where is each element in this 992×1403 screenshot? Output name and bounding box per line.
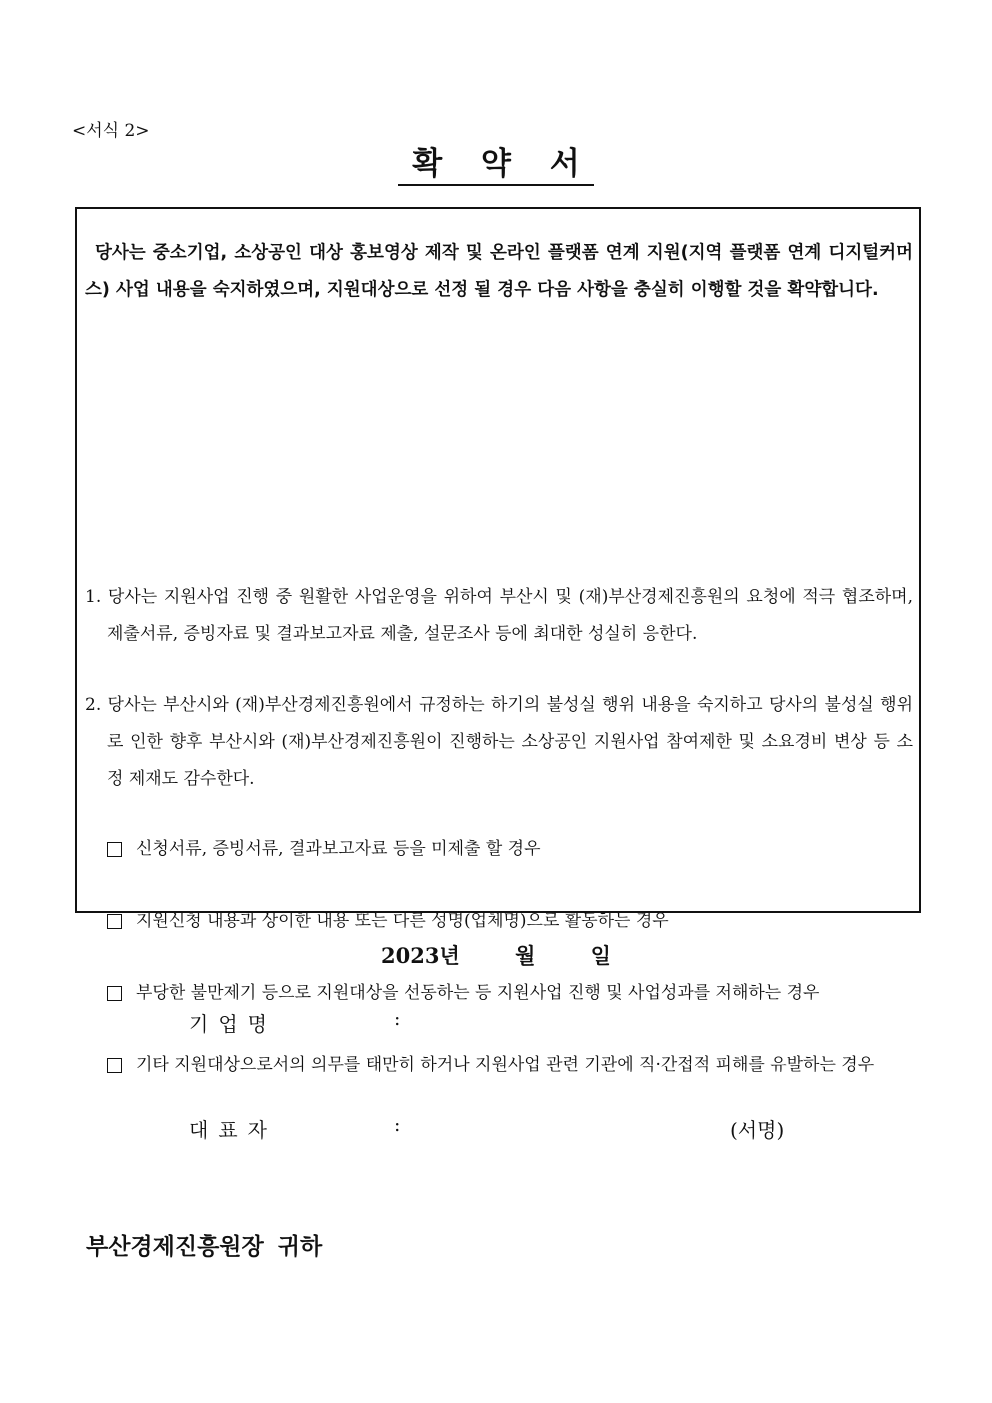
check-item-4 [105,1047,915,1084]
document-title-wrap [0,144,992,186]
check-item-text: 기타 지원대상으로서의 의무를 태만히 하거나 지원사업 관련 기관에 직·간접적 피해를 유발하는 경우 [136,1055,875,1075]
date-line [0,940,992,970]
date-month: 월 [515,943,536,968]
representative-label: 대표자 [189,1118,277,1142]
checkbox-icon[interactable] [107,986,122,1001]
company-name-label: 기업명 [189,1012,277,1036]
company-name-colon: : [394,1008,401,1030]
checkbox-icon[interactable] [107,1058,122,1073]
check-item-text: 지원신청 내용과 상이한 내용 또는 다른 성명(업체명)으로 활동하는 경우 [136,911,669,931]
clause-1: 1. 당사는 지원사업 진행 중 원활한 사업운영을 위하여 부산시 및 (재)부산경제진흥원의 요청에 적극 협조하며, 제출서류, 증빙자료 및 결과보고자료 제출, 설문조사 등에 최대한 성실히 응한다. [85,587,913,644]
date-year: 2023년 [381,943,460,968]
clause-2: 2. 당사는 부산시와 (재)부산경제진흥원에서 규정하는 하기의 불성실 행위 내용을 숙지하고 당사의 불성실 행위로 인한 향후 부산시와 (재)부산경제진흥원이 진행하는 소상공인 지원사업 참여제한 및 소요경비 변상 등 소정 제재도 감수한다. [85,695,913,789]
check-item-1 [105,831,915,868]
representative-colon: : [394,1114,401,1136]
form-number-label: <서식 2> [72,121,150,141]
signature-label: (서명) [730,1118,785,1142]
pledge-intro: 당사는 중소기업, 소상공인 대상 홍보영상 제작 및 온라인 플랫폼 연계 지원(지역 플랫폼 연계 디지털커머스) 사업 내용을 숙지하였으며, 지원대상으로 선정 될 경우 다음 사항을 충실히 이행할 것을 확약합니다. [85,243,913,300]
check-item-3 [105,975,915,1012]
checkbox-icon[interactable] [107,842,122,857]
checkbox-icon[interactable] [107,914,122,929]
document-title: 확 약 서 [398,144,593,186]
check-item-text: 부당한 불만제기 등으로 지원대상을 선동하는 등 지원사업 진행 및 사업성과를 저해하는 경우 [136,983,820,1003]
addressee: 부산경제진흥원장 귀하 [86,1234,323,1260]
date-day: 일 [590,943,611,968]
check-item-text: 신청서류, 증빙서류, 결과보고자료 등을 미제출 할 경우 [136,839,541,859]
check-item-2 [105,903,915,940]
